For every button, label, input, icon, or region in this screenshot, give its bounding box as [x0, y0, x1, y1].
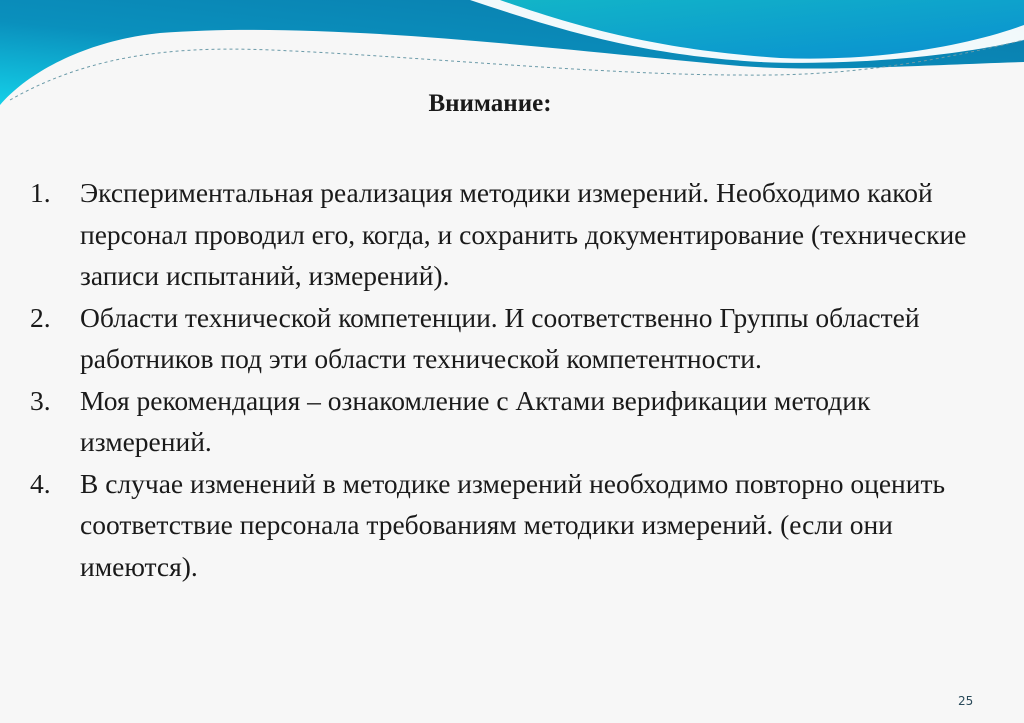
list-item: [30, 380, 990, 463]
item-text: Моя рекомендация – ознакомление с Актами верификации методик измерений.: [80, 384, 871, 457]
page-number: 25: [958, 694, 974, 708]
item-number: 1.: [30, 177, 51, 208]
list-item: [30, 297, 990, 380]
slide-title: Внимание:: [428, 90, 552, 117]
item-number: 3.: [30, 384, 51, 416]
numbered-list: [30, 172, 990, 587]
list-item: [30, 463, 990, 588]
item-text: Области технической компетенции. И соответственно Группы областей работников под эти области технической компетентности.: [80, 301, 920, 374]
item-number: 4.: [30, 467, 51, 499]
list-item: [30, 172, 990, 297]
item-text: Экспериментальная реализация методики измерений. Необходимо какой персонал проводил его, когда, и сохранить документирование (технические записи испытаний, измерений).: [80, 177, 967, 291]
item-text: В случае изменений в методике измерений необходимо повторно оценить соответствие персонала требованиям методики измерений. (если они имеются).: [80, 467, 946, 582]
item-number: 2.: [30, 301, 51, 333]
